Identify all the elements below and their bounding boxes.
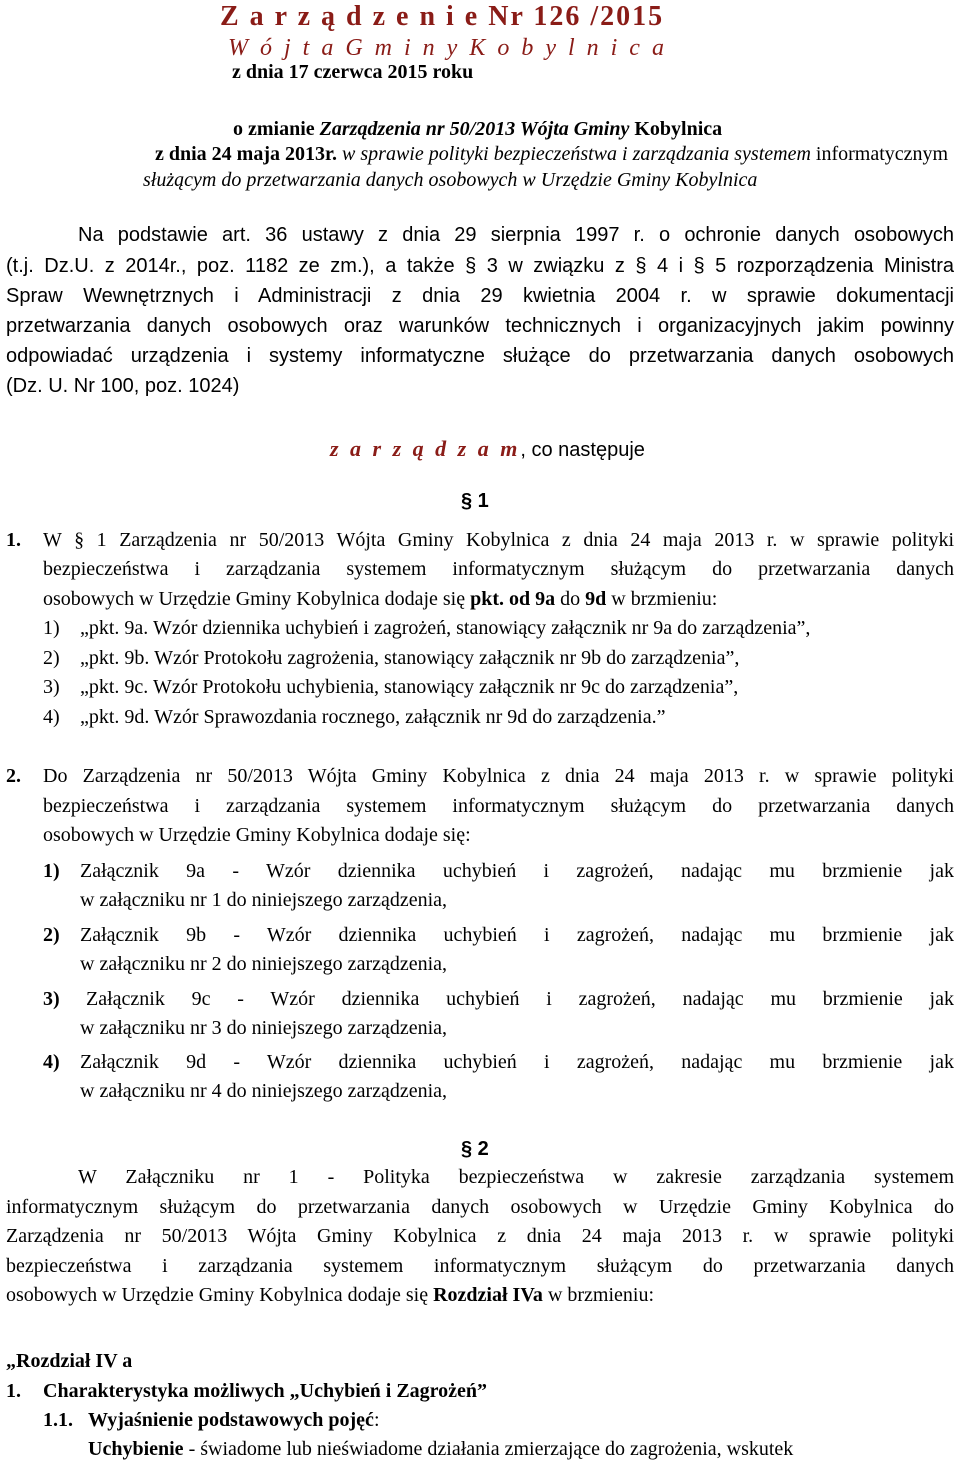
- point-1-from: pkt. od 9a: [470, 588, 556, 610]
- section-1-point-1-num: 1.: [6, 529, 21, 551]
- section-2-line-5-text: osobowych w Urzędzie Gminy Kobylnica dodaje się: [6, 1284, 434, 1306]
- list-item-num: 4): [43, 706, 60, 728]
- list-item-num: 3): [43, 676, 60, 698]
- section-1-point-2-line-1: Do Zarządzenia nr 50/2013 Wójta Gminy Kobylnica z dnia 24 maja 2013 r. w sprawie polityki: [43, 765, 954, 787]
- subject-decree-ref: Zarządzenia nr 50/2013 Wójta Gminy: [319, 118, 630, 140]
- preamble-line-4: przetwarzania danych osobowych oraz warunków technicznych i organizacyjnych jakim powinny: [6, 315, 954, 337]
- point-1-to-word: do: [555, 588, 586, 610]
- document-issuer: W ó j t a G m i n y K o b y l n i c a: [228, 35, 667, 61]
- list-item-text: Załącznik 9a - Wzór dziennika uchybień i zagrożeń, nadając mu brzmienie jak: [80, 860, 954, 882]
- subject-prefix: o zmianie: [233, 118, 320, 140]
- document-date: z dnia 17 czerwca 2015 roku: [232, 61, 474, 83]
- definition-line: [88, 1436, 793, 1462]
- section-1-point-1-line-1: W § 1 Zarządzenia nr 50/2013 Wójta Gminy Kobylnica z dnia 24 maja 2013 r. w sprawie polityki: [43, 529, 954, 551]
- heading-1-1: [88, 1407, 380, 1433]
- heading-1-1-colon: :: [373, 1409, 380, 1431]
- heading-1-num: 1.: [6, 1380, 21, 1402]
- point-1-text: osobowych w Urzędzie Gminy Kobylnica dodaje się: [43, 588, 471, 610]
- preamble-line-6: (Dz. U. Nr 100, poz. 1024): [6, 375, 240, 397]
- list-item: [43, 615, 60, 641]
- document-title: Z a r z ą d z e n i e Nr 126 /2015: [220, 1, 665, 32]
- decree-tail: , co następuje: [520, 439, 645, 461]
- subject-matter: w sprawie polityki bezpieczeństwa i zarządzania systemem: [342, 143, 811, 165]
- section-2-symbol: § 2: [461, 1138, 489, 1160]
- list-item-num: 2): [43, 647, 60, 669]
- subject-line-2: [155, 141, 948, 167]
- list-item: [43, 645, 60, 671]
- list-item-num: 1): [43, 617, 60, 639]
- preamble-line-5: odpowiadać urządzenia i systemy informatyczne służące do przetwarzania danych osobowych: [6, 345, 954, 367]
- subject-line-1: [233, 116, 722, 142]
- definition-text: - świadome lub nieświadome działania zmierzające do zagrożenia, wskutek: [183, 1438, 794, 1460]
- list-item-num: 3): [43, 988, 60, 1010]
- list-item-num: 1): [43, 860, 60, 882]
- section-1-symbol: § 1: [461, 490, 489, 512]
- section-1-point-1-line-3: [43, 586, 717, 612]
- preamble-line-3: Spraw Wewnętrznych i Administracji z dnia 29 kwietnia 2004 r. w sprawie dokumentacji: [6, 285, 954, 307]
- preamble-line-1: Na podstawie art. 36 ustawy z dnia 29 sierpnia 1997 r. o ochronie danych osobowych: [78, 224, 954, 246]
- list-item-text: Załącznik 9b - Wzór dziennika uchybień i zagrożeń, nadając mu brzmienie jak: [80, 924, 954, 946]
- list-item-text: w załączniku nr 4 do niniejszego zarządzenia,: [80, 1080, 448, 1102]
- section-2-line-3: Zarządzenia nr 50/2013 Wójta Gminy Kobylnica z dnia 24 maja 2013 r. w sprawie polityki: [6, 1225, 954, 1247]
- list-item-text: w załączniku nr 3 do niniejszego zarządzenia,: [80, 1017, 448, 1039]
- list-item: [43, 674, 60, 700]
- list-item-num: 2): [43, 924, 60, 946]
- section-2-line-4: bezpieczeństwa i zarządzania systemem informatycznym służącym do przetwarzania danych: [6, 1255, 954, 1277]
- heading-1-1-text: Wyjaśnienie podstawowych pojęć: [88, 1409, 374, 1431]
- list-item-text: „pkt. 9b. Wzór Protokołu zagrożenia, stanowiący załącznik nr 9b do zarządzenia”,: [80, 647, 740, 669]
- list-item-text: Załącznik 9c - Wzór dziennika uchybień i zagrożeń, nadając mu brzmienie jak: [86, 988, 954, 1010]
- section-2-line-5-tail: w brzmieniu:: [542, 1284, 655, 1306]
- list-item-num: 4): [43, 1051, 60, 1073]
- section-1-point-1-line-2: bezpieczeństwa i zarządzania systemem informatycznym służącym do przetwarzania danych: [43, 558, 954, 580]
- section-1-point-2-line-3: osobowych w Urzędzie Gminy Kobylnica dodaje się:: [43, 824, 471, 846]
- preamble-line-2: (t.j. Dz.U. z 2014r., poz. 1182 ze zm.), a także § 3 w związku z § 4 i § 5 rozporządzenia Ministra: [6, 255, 954, 277]
- list-item-text: Załącznik 9d - Wzór dziennika uchybień i zagrożeń, nadając mu brzmienie jak: [80, 1051, 954, 1073]
- list-item: [43, 704, 60, 730]
- heading-1-text: Charakterystyka możliwych „Uchybień i Zagrożeń”: [43, 1380, 488, 1402]
- section-2-line-2: informatycznym służącym do przetwarzania danych osobowych w Urzędzie Gminy Kobylnica do: [6, 1196, 954, 1218]
- point-1-to: 9d: [585, 588, 607, 610]
- chapter-ref: Rozdział IVa: [433, 1284, 543, 1306]
- list-item-text: „pkt. 9d. Wzór Sprawozdania rocznego, załącznik nr 9d do zarządzenia.”: [80, 706, 666, 728]
- list-item-text: w załączniku nr 1 do niniejszego zarządzenia,: [80, 889, 448, 911]
- subject-matter-tail: informatycznym: [810, 143, 949, 165]
- decree-word: z a r z ą d z a m: [330, 436, 521, 461]
- section-1-point-2-line-2: bezpieczeństwa i zarządzania systemem informatycznym służącym do przetwarzania danych: [43, 795, 954, 817]
- section-1-point-2-num: 2.: [6, 765, 21, 787]
- list-item-text: „pkt. 9c. Wzór Protokołu uchybienia, stanowiący załącznik nr 9c do zarządzenia”,: [80, 676, 739, 698]
- section-2-line-5: [6, 1282, 654, 1308]
- definition-term: Uchybienie: [88, 1438, 184, 1460]
- decree-line: [330, 436, 645, 463]
- subject-line-3: służącym do przetwarzania danych osobowych w Urzędzie Gminy Kobylnica: [143, 169, 758, 191]
- subject-municipality: Kobylnica: [629, 118, 723, 140]
- list-item-text: „pkt. 9a. Wzór dziennika uchybień i zagrożeń, stanowiący załącznik nr 9a do zarządzenia”,: [80, 617, 811, 639]
- chapter-title: „Rozdział IV a: [6, 1350, 133, 1372]
- list-item-text: w załączniku nr 2 do niniejszego zarządzenia,: [80, 953, 448, 975]
- heading-1-1-num: 1.1.: [43, 1409, 73, 1431]
- subject-date: z dnia 24 maja 2013r.: [155, 143, 343, 165]
- point-1-tail: w brzmieniu:: [606, 588, 718, 610]
- section-2-line-1: W Załączniku nr 1 - Polityka bezpieczeństwa w zakresie zarządzania systemem: [78, 1166, 954, 1188]
